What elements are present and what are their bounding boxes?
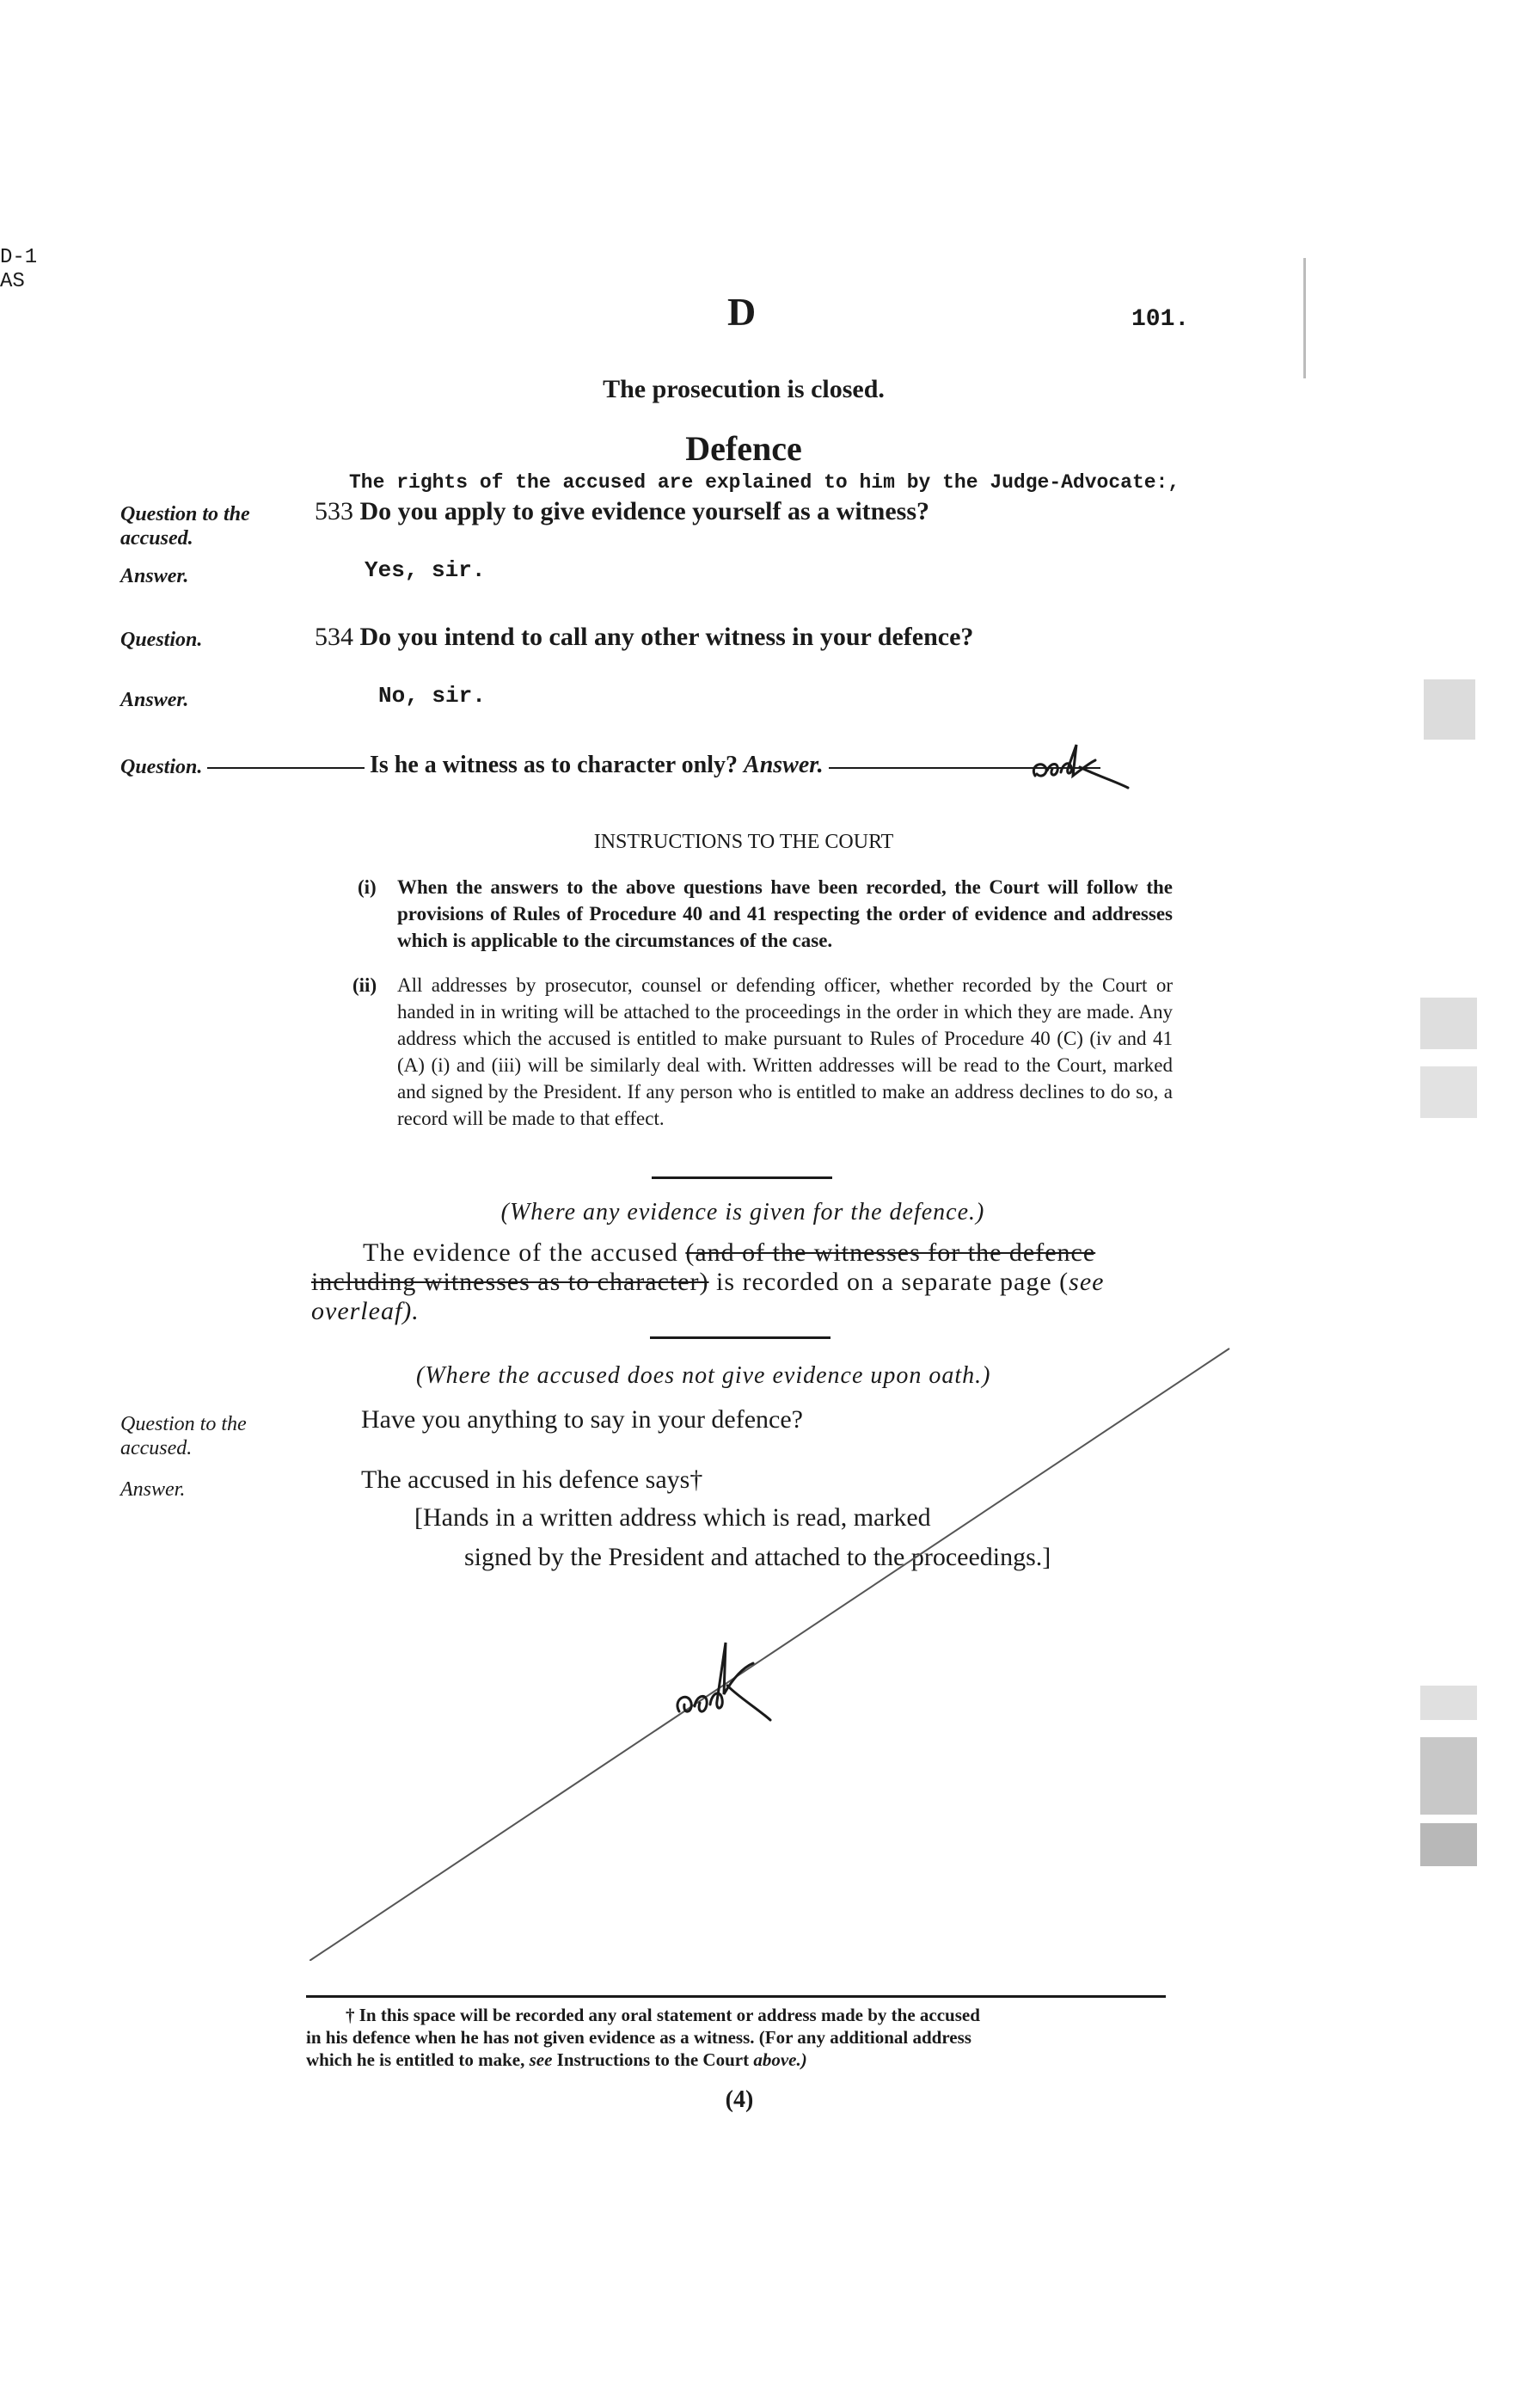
- scan-artifact-4: [1420, 1686, 1477, 1720]
- q533-question: [315, 497, 929, 526]
- instruction-item-1: [358, 874, 1173, 954]
- character-question-label: Question.: [120, 755, 207, 779]
- page-footer-number: (4): [725, 2086, 754, 2113]
- scan-artifact-3: [1420, 1066, 1477, 1118]
- instruction-2-number: (ii): [352, 974, 377, 996]
- scan-artifact-2: [1420, 998, 1477, 1049]
- q534-text: Do you intend to call any other witness in your defence?: [359, 623, 974, 651]
- no-oath-answer-line-1: [Hands in a written address which is read, marked: [414, 1503, 931, 1532]
- q534-question: [315, 623, 973, 652]
- instruction-1-number: (i): [358, 876, 377, 898]
- evidence-line-1a: The evidence of the accused: [363, 1238, 678, 1267]
- footnote-line-3b: see: [529, 2049, 553, 2070]
- q533-number: 533: [315, 497, 353, 525]
- corner-line-1: D-1: [0, 246, 38, 269]
- section-title: Defence: [685, 429, 802, 468]
- evidence-line-2c: see: [1069, 1268, 1105, 1296]
- q534-answer-label: Answer.: [120, 689, 189, 711]
- section-letter: D: [727, 290, 757, 334]
- no-oath-answer-intro: The accused in his defence says†: [361, 1465, 703, 1494]
- q533-label: Question to the accused.: [120, 503, 250, 550]
- q533-answer-label: Answer.: [120, 565, 189, 587]
- q533-text: Do you apply to give evidence yourself as a witness?: [359, 497, 929, 525]
- rights-line: The rights of the accused are explained to him by the Judge-Advocate:,: [349, 471, 1180, 494]
- footnote-rule: [306, 1995, 1166, 1998]
- divider-rule: [652, 1176, 832, 1179]
- corner-line-2: AS: [0, 270, 25, 293]
- footnote: [306, 2004, 1174, 2071]
- evidence-line-2: [311, 1268, 1104, 1297]
- no-oath-answer-label: Answer.: [120, 1478, 186, 1501]
- evidence-line-1: [363, 1238, 1095, 1268]
- evidence-line-3: overleaf).: [311, 1297, 420, 1325]
- footnote-line-2: in his defence when he has not given evidence as a witness. (For any additional address: [306, 2027, 971, 2048]
- scan-artifact-1: [1424, 679, 1475, 740]
- character-question-text: Is he a witness as to character only?: [370, 752, 739, 778]
- page-number: 101.: [1131, 306, 1190, 333]
- q534-answer: No, sir.: [378, 683, 486, 709]
- initials-signature-1: [1028, 741, 1131, 793]
- instruction-2-text: All addresses by prosecutor, counsel or defending officer, whether recorded by the Court or handed in in writing will be attached to the proceedings in the order in which they are made. Any address which the accused is entitled to make pursuant to Rules of Procedure 40 (C) (iv and 41 (A) (i) and (iii) will be similarly deal with. Written addresses will be read to the Court, marked and signed by the President. If any person who is entitled to make an address declines to do so, a record will be made to that effect.: [397, 974, 1173, 1129]
- initials-signature-2: [671, 1634, 774, 1737]
- q534-number: 534: [315, 623, 353, 651]
- no-oath-heading: (Where the accused does not give evidence upon oath.): [416, 1362, 991, 1389]
- q534-label: Question.: [120, 629, 203, 651]
- q533-answer: Yes, sir.: [365, 557, 486, 583]
- footnote-line-3: [306, 2049, 1174, 2071]
- cross-out-diagonal: [310, 1342, 1238, 1961]
- evidence-line-1b: (and of the witnesses for the defence: [685, 1238, 1096, 1267]
- evidence-given-heading: (Where any evidence is given for the defence.): [500, 1199, 985, 1226]
- footnote-line-1: † In this space will be recorded any oral statement or address made by the accused: [346, 2005, 980, 2025]
- no-oath-answer-line-2: signed by the President and attached to the proceedings.]: [464, 1543, 1051, 1571]
- footnote-line-3a: which he is entitled to make,: [306, 2049, 525, 2070]
- instruction-1-text: When the answers to the above questions have been recorded, the Court will follow the provisions of Rules of Procedure 40 and 41 respecting the order of evidence and addresses which is applicable to the circumstances of the case.: [397, 876, 1173, 951]
- character-answer-label: Answer.: [744, 752, 824, 778]
- character-question: [365, 752, 829, 779]
- instruction-item-2: [352, 972, 1173, 1132]
- prosecution-closed: The prosecution is closed.: [603, 375, 885, 403]
- corner-mark: [0, 246, 37, 294]
- scan-artifact-5: [1420, 1737, 1477, 1815]
- footnote-line-3c: Instructions to the Court: [556, 2049, 750, 2070]
- divider-rule-2: [650, 1336, 830, 1339]
- no-oath-question-label: Question to the accused.: [120, 1413, 247, 1459]
- footnote-line-3d: above.): [753, 2049, 807, 2070]
- instructions-heading: INSTRUCTIONS TO THE COURT: [593, 831, 894, 853]
- evidence-line-2a: including witnesses as to character): [311, 1268, 709, 1296]
- no-oath-question: Have you anything to say in your defence?: [361, 1405, 803, 1434]
- scan-artifact-6: [1420, 1823, 1477, 1866]
- edge-mark: [1303, 258, 1306, 378]
- evidence-line-2b: is recorded on a separate page (: [716, 1268, 1070, 1296]
